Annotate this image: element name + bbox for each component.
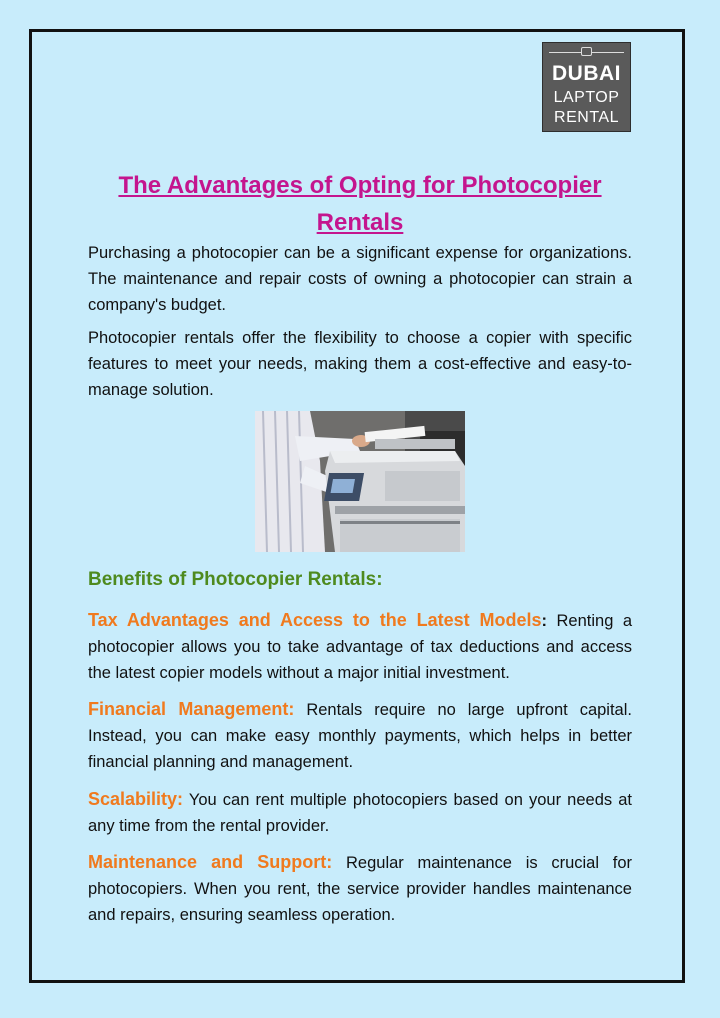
benefit-item-tax: [88, 607, 632, 686]
laptop-icon: [581, 47, 592, 56]
benefit-text: Rentals require no large upfront capital. Instead, you can make easy monthly payments, which helps in better financial planning and management.: [88, 701, 632, 771]
logo-line-laptop: LAPTOP: [553, 89, 620, 106]
benefits-heading: Benefits of Photocopier Rentals:: [88, 569, 383, 590]
intro-paragraph-1: Purchasing a photocopier can be a significant expense for organizations. The maintenance and repair costs of owning a photocopier can strain a company's budget.: [88, 244, 632, 314]
photocopier-photo: [255, 411, 465, 552]
company-logo[interactable]: [542, 42, 631, 132]
benefit-lead: Maintenance and Support:: [88, 852, 333, 872]
benefit-item-maintenance: [88, 849, 632, 928]
benefit-text: Renting a photocopier allows you to take advantage of tax deductions and access the latest copier models without a major initial investment.: [88, 612, 633, 682]
benefit-lead: Financial Management:: [88, 699, 295, 719]
benefit-item-financial: [88, 696, 632, 775]
benefit-item-scalability: [88, 786, 632, 839]
logo-line-rental: RENTAL: [554, 109, 619, 126]
intro-paragraph-2: Photocopier rentals offer the flexibility to choose a copier with specific features to meet your needs, making them a cost-effective and easy-to-manage solution.: [88, 329, 632, 399]
benefit-text: You can rent multiple photocopiers based on your needs at any time from the rental provider.: [88, 791, 632, 835]
benefit-colon: :: [541, 612, 548, 630]
page-title: The Advantages of Opting for Photocopier Rentals: [118, 172, 602, 236]
benefit-text: Regular maintenance is crucial for photocopiers. When you rent, the service provider handles maintenance and repairs, ensuring seamless operation.: [88, 854, 632, 924]
benefit-lead: Scalability:: [88, 789, 184, 809]
benefit-lead: Tax Advantages and Access to the Latest Models: [88, 610, 542, 630]
logo-line-dubai: DUBAI: [552, 62, 621, 85]
